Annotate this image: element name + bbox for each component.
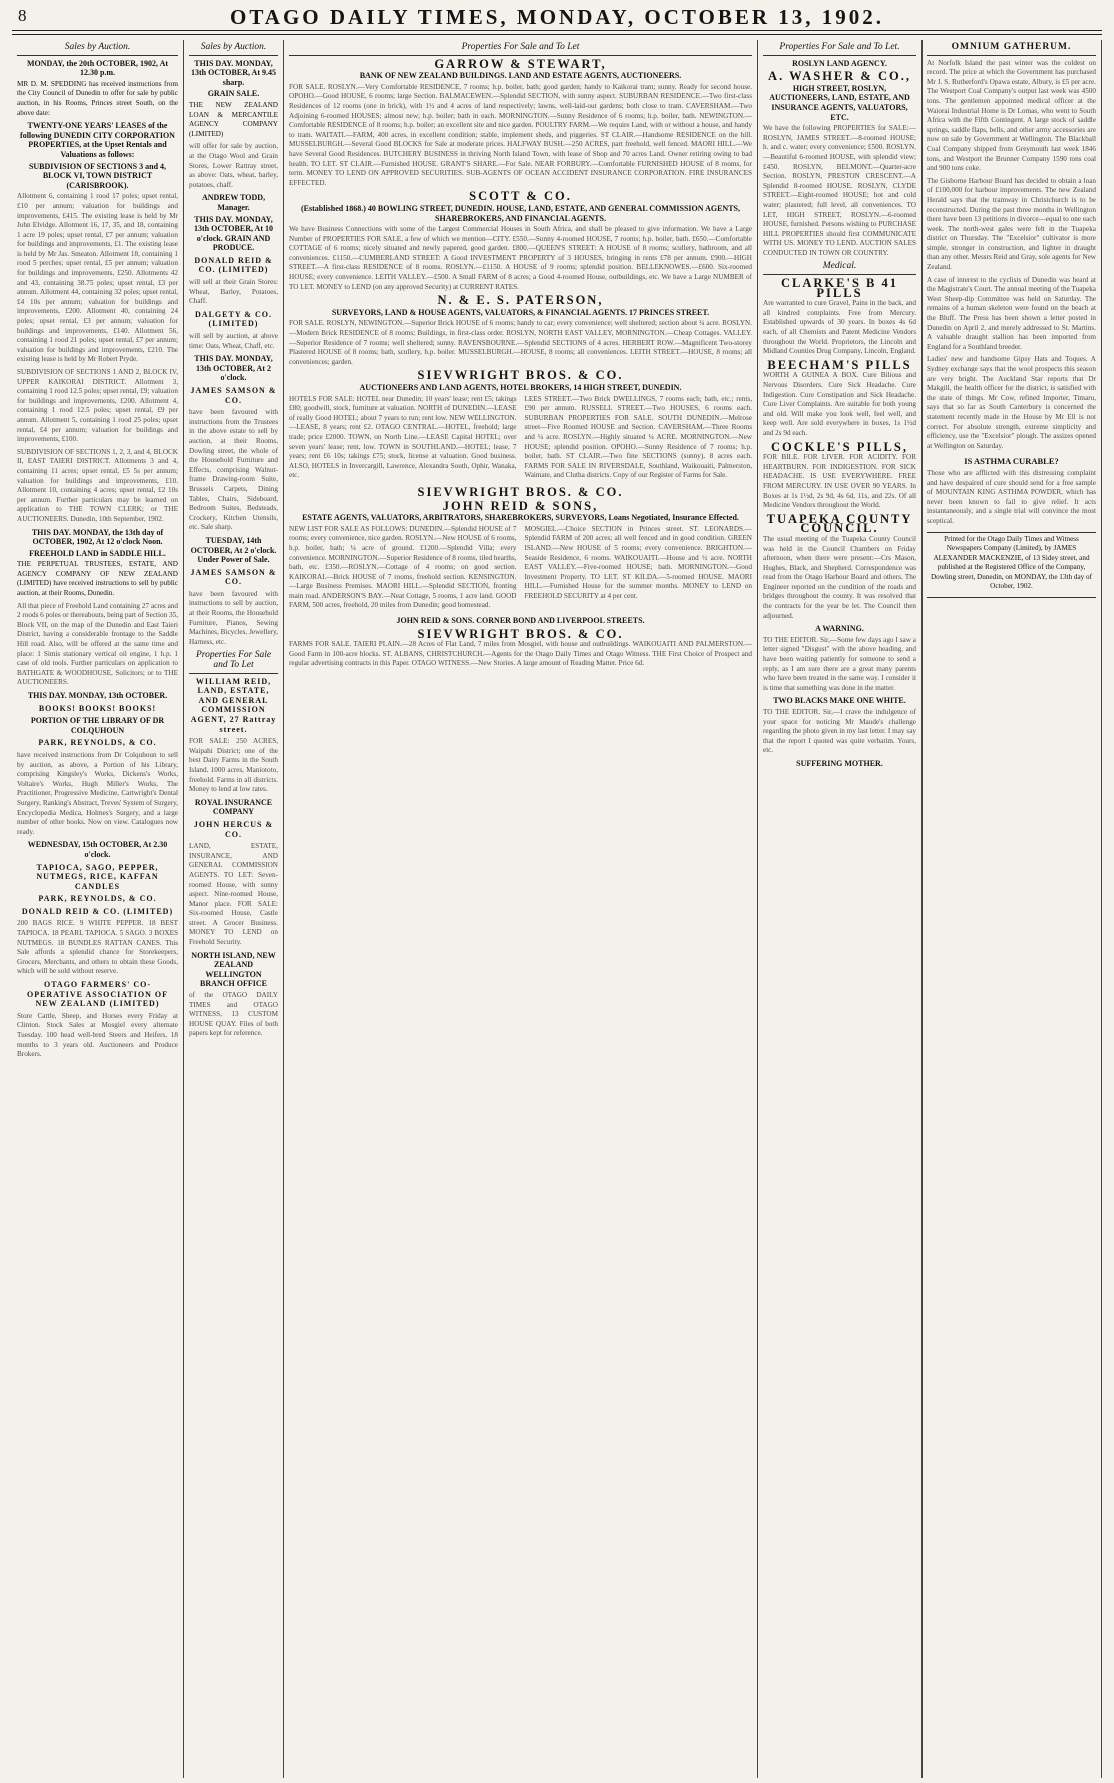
ad-sievwright-title-2: SIEVWRIGHT BROS. & CO. (417, 484, 624, 499)
ad-trustees: THE PERPETUAL TRUSTEES, ESTATE, AND AGENCY COMPANY OF NEW ZEALAND (LIMITED) have received instructions to sell by public auction, at their Rooms, Dunedin. (17, 560, 178, 598)
spacer (758, 40, 759, 1778)
section-heading: Properties For Sale and To Let (189, 650, 278, 673)
ad-paterson-sub: SURVEYORS, LAND & HOUSE AGENTS, VALUATORS, & FINANCIAL AGENTS. 17 PRINCES STREET. (331, 307, 710, 317)
ad-donald: DONALD REID & CO. (LIMITED) (21, 906, 174, 916)
ad-sievwright-title: SIEVWRIGHT BROS. & CO. (417, 368, 624, 383)
ad-scott-sub: (Established 1868.) 40 BOWLING STREET, DUNEDIN. HOUSE, LAND, ESTATE, AND GENERAL COMMISSION AGENTS, SHAREBROKERS, AND FINANCIAL AGENTS. (301, 203, 740, 223)
filler-text: will sell by auction, at above time: Oats, Wheat, Chaff, etc. (189, 332, 278, 350)
column-properties-1 (284, 40, 758, 1778)
ad-date: THIS DAY. MONDAY, 13th OCTOBER, At 10 o'clock. GRAIN AND PRODUCE. (194, 214, 273, 253)
filler-text: 200 BAGS RICE. 9 WHITE PEPPER. 18 BEST TAPIOCA. 18 PEARL TAPIOCA. 5 SAGO. 3 BOXES NUTMEGS. 18 BUNDLES RATTAN CANES. This Sale affords a splendid chance for Storekeepers, Grocers, Merchants, and others to obtain these Goods, which will be sold without reserve. (17, 919, 178, 976)
ad-johnreid-addr: JOHN REID & SONS. CORNER BOND AND LIVERPOOL STREETS. (396, 616, 645, 626)
ad-johnreid-sub: ESTATE AGENTS, VALUATORS, ARBITRATORS, SHAREBROKERS, SURVEYORS, Loans Negotiated, Insurance Effected. (302, 513, 739, 523)
filler-text: Those who are afflicted with this distressing complaint and have despaired of cure should send for a free sample of MOUNTAIN KING ASTHMA POWDER, which has never been known to fail to give relief. It acts instantaneously, and a single trial will convince the most sceptical. (927, 468, 1096, 525)
sievwright-listings (289, 395, 752, 484)
ad-clarke-title: CLARKE'S B 41 PILLS (781, 276, 898, 300)
ad-park-2: PARK, REYNOLDS, & CO. (38, 894, 157, 904)
ad-samson-2: JAMES SAMSON & CO. (190, 567, 277, 587)
ad-nz-loan: THE NEW ZEALAND LOAN & MERCANTILE AGENCY COMPANY (LIMITED) (189, 100, 278, 138)
imprint-box (927, 532, 1096, 599)
filler-text: WORTH A GUINEA A BOX. Cure Bilious and Nervous Disorders. Cure Sick Headache. Cure Indigestion. Cure Constipation and Sick Headache. Cure Liver Complaints. Are suitable for both young and old. Will make you look well, feel well, and keep well. Are sold everywhere in boxes, 1s 1½d and 2s 9d each. (763, 371, 916, 437)
filler-text: We have the following PROPERTIES for SALE:— ROSLYN, JAMES STREET.—8-roomed HOUSE; h. and c. water; every convenience; £500. ROSLYN.—Beautiful 6-roomed HOUSE, with splendid view; £450. ROSLYN, BELMONT.—Quarter-acre Section. ROSLYN, PRESTON CRESCENT.—A Splendid 8-roomed HOUSE. ROSLYN, CLYDE STREET.—Eight-roomed HOUSE; hot and cold water; plastered; full level, all conveniences. TO LET, HIGH STREET, ROSLYN.—6-roomed HOUSE, furnished. Persons wishing to PURCHASE HILL PROPERTIES should first COMMUNICATE WITH US. MONEY TO LEND. AUCTION SALES CONDUCTED IN TOWN OR COUNTRY. (763, 124, 916, 257)
johnreid-listings (289, 525, 752, 614)
ad-freehold: FREEHOLD LAND in SADDLE HILL. (29, 548, 166, 558)
ad-johnreid-title: JOHN REID & SONS, (442, 498, 599, 513)
ad-royal: ROYAL INSURANCE COMPANY (194, 797, 273, 817)
ad-paterson-title: N. & E. S. PATERSON, (437, 293, 604, 308)
ad-william: WILLIAM REID, LAND, ESTATE, AND GENERAL COMMISSION AGENT, 27 Rattray street. (190, 676, 277, 734)
ad-garrow-sub: BANK OF NEW ZEALAND BUILDINGS. LAND AND ESTATE AGENTS, AUCTIONEERS. (359, 71, 682, 81)
header-rule-2 (12, 34, 1102, 35)
filler-text: Store Cattle, Sheep, and Horses every Friday at Clinton. Stock Sales at Mosgiel every alternate Tuesday. 100 head well-bred Steers and Heifers, 18 months to 3 years old. Auctioneers and Produce Brokers. (17, 1011, 178, 1059)
ad-farmers: OTAGO FARMERS' CO-OPERATIVE ASSOCIATION OF NEW ZEALAND (LIMITED) (26, 980, 169, 1009)
ad-andrew: ANDREW TODD, Manager. (201, 193, 266, 212)
section-heading: OMNIUM GATHERUM. (927, 42, 1096, 56)
filler-text: LAND, ESTATE, INSURANCE, AND GENERAL COMMISSION AGENTS. TO LET: Seven-roomed House, with sunny aspect. Nine-roomed House, Manor place. FOR SALE: Six-roomed House, Castle street. A Grocer Business. MONEY TO LEND on Freehold Security. (189, 842, 278, 947)
filler-text: We have Business Connections with some of the Largest Commercial Houses in South Africa, and shall be pleased to give information. We have a Large Number of PROPERTIES FOR SALE, a few of which we mention—CITY. £550.—Sunny 4-roomed HOUSE, 7 rooms; h.p. boiler, bath. £650.—Comfortable COTTAGE of 6 rooms; nicely situated and newly papered, good garden. £800.—QUEEN'S STREET: A HOUSE of 8 rooms; scullery, bathroom, and all conveniences. £1150.—CUMBERLAND STREET: A Good INVESTMENT PROPERTY of 3 HOUSES, bringing in rents £78 per annum. £900.—HIGH STREET.—A first-class RESIDENCE of 8 rooms. ROSLYN.—£1150. A HOUSE of 9 rooms; splendid position. BELLEKNOWES.—£600. Six-roomed HOUSE; every convenience. LEITH VALLEY.—£500. A Small FARM of 8 acres; a Good 4-roomed House, outbuildings, etc. We have a Large NUMBER of TO LET. MONEY to LEND (on any approved Security) at CURRENT RATES. (289, 225, 752, 291)
ad-park: PARK, REYNOLDS, & CO. (38, 738, 157, 748)
section-heading: Properties For Sale and To Let. (763, 42, 916, 56)
filler-text: The Gisborne Harbour Board has decided to obtain a loan of £100,000 for harbour improvements. The new Zealand Herald says that the tramway in Christchurch is to be reconstructed. During the past three months in Wellington there have been 13 petitions in divorce—equal to one each week. The north-west gales were felt in the Tuapeka district on Thursday. The "Excelsior" cultivator is more simple, stronger in construction, and lighter in draught than any other. Messrs Reid and Gray, sole agents for New Zealand. (927, 176, 1096, 272)
filler-text: At Norfolk Island the past winter was the coldest on record. The price at which the Government has purchased Mr J. S. Rutherford's Opawa estate, Albury, is £5 per acre. The Westport Coal Company's output last week was 4500 tons. The gentlemen appointed medical officer at the Waiorai Industrial Home is Dr Lomas, who went to South Africa with the Fifth Contingent. A large stock of saddle springs, saddle flaps, bells, and other army accessories are now on sale by Government at Wellington. The Blackball Coal Company shipped from Greymouth last week 1846 tons, and Westport the Brunner Company 1590 tons coal and 900 tons coke. (927, 58, 1096, 173)
ad-washer-sub: HIGH STREET, ROSLYN, AUCTIONEERS, LAND, ESTATE, AND INSURANCE AGENTS, VALUATORS, ETC. (769, 83, 910, 122)
letter-signature: SUFFERING MOTHER. (796, 758, 883, 768)
ad-subdivision: SUBDIVISION OF SECTIONS 3 and 4, BLOCK VI, TOWN DISTRICT (CARISBROOK). (28, 161, 167, 190)
filler-text: TO THE EDITOR. Sir,—Some few days ago I saw a letter signed "Disgust" with the above heading, and have been waiting patiently for someone to send a reply, as I am sure there are a great many parents who have been treated in the same way. I consider it is time that something was done in the matter. (763, 635, 916, 692)
ad-date: THIS DAY. MONDAY, 13th OCTOBER. (27, 691, 168, 700)
header-rule (12, 30, 1102, 31)
asthma-heading: IS ASTHMA CURABLE? (964, 456, 1059, 467)
ad-hercus: JOHN HERCUS & CO. (193, 819, 274, 839)
filler-text: have been favoured with instructions to sell by auction, at their Rooms, the Household Furniture, Pianos, Sewing Machines, Bicycles, Jewellery, Harness, etc. (189, 589, 278, 646)
sale-date: MONDAY, the 20th OCTOBER, 1902, At 12.30 p.m. (26, 58, 169, 78)
ad-roslyn: ROSLYN LAND AGENCY. (792, 58, 887, 68)
masthead (0, 0, 1114, 30)
ad-beecham-title: BEECHAM'S PILLS (767, 357, 912, 372)
filler-text: have received instructions from Dr Colquhoun to sell by auction, as above, a Portion of his Library, comprising Kingsley's Works, Dickens's Works, Voltaire's Works, Hugh Miller's Works, The Practitioner, Progressive Medicine, Cartwright's Dental Surgery, Ranking's Abstract, Treves' System of Surgery, Encyclopedia Medica, Holmes's Surgery, and a large number of other books. Now on view. Catalogues now ready. (17, 750, 178, 836)
filler-text: HOTELS FOR SALE: HOTEL near Dunedin; 10 years' lease; rent £5; takings £80; goodwill, stock, furniture at valuation. NORTH of DUNEDIN.—LEASE of really Good HOTEL; about 7 years to run; rent low. NEW WELLINGTON.—LEASE, 8 years; rent £2. OTAGO CENTRAL.—HOTEL, freehold; large trade; price £2000. TOWN, on North Line.—LEASE Capital HOTEL; over seven years' lease; rent, low. TOWN in SOUTHLAND.—HOTEL; lease, 7 years; rent £6 10s; takings £75; stock, license at valuation. Good business. ALSO, HOTELS in Invercargill, Lawrence, Alexandra South, Ophir, Wanaka, etc. (289, 394, 517, 480)
ad-lot: TWENTY-ONE YEARS' LEASES of the following DUNEDIN CITY CORPORATION PROPERTIES, at the Upset Rentals and Valuations as follows: (20, 121, 175, 159)
column-omnium-gatherum (922, 40, 1102, 1778)
section-heading: Properties For Sale and To Let (289, 42, 752, 56)
filler-text: Allotment 6, containing 1 rood 17 poles; upset rental, £10 per annum; valuation for buildings and improvements, £415. The existing lease is held by Mr John Elvidge. Allotment 16, 17, 35, and 18, containing 1 acre 19 poles; upset rental, £7 per annum; valuation for buildings and improvements, £1. The existing lease is held by Mr Jas. Smeaton. Allotment 18, containing 1 rood 5 perches; upset rental, £5 per annum; valuation for buildings and improvements, £250. Allotments 42 and 43, containing 38.75 poles; upset rental, £3 per annum. Allotment 44, containing 32 poles; upset rental, £4 10s per annum; valuation for buildings and improvements, £200. Allotment 40, containing 24 poles; upset rental, £3 per annum; valuation for buildings and improvements, £140. Allotment 56, containing 1 rood 21 poles; upset rental, £7 per annum; valuation for buildings and improvements, £210. The existing lease is held by Mr Robert Pryde. (17, 192, 178, 364)
letter-two-blacks-title: TWO BLACKS MAKE ONE WHITE. (773, 696, 906, 706)
letter-warning-title: A WARNING. (815, 624, 864, 634)
ad-dalgety: DALGETY & CO. (LIMITED) (195, 309, 272, 329)
filler-text: The usual meeting of the Tuapeka County Council was held in the Council Chambers on Friday afternoon, when there were present:—Crs Mason, Hughes, Black, and Shepherd. Correspondence was read from the Otago Harbour Board and others. The Engineer reported on the condition of the roads and bridges throughout the county. It was resolved that the contracts for the year be let. The Council then adjourned. (763, 534, 916, 620)
filler-text: FARMS FOR SALE. TAIERI PLAIN.—28 Acres of Flat Land, 7 miles from Mosgiel, with house and outbuildings. WAIKOUAITI AND PALMERSTON.—Good Farm in 100-acre blocks. ST. ALBANS, CHRISTCHURCH.—Agents for the Otago Daily Times and Otago Witness. THE First Choice of Prospect and regular advertising contracts in this Paper. OTAGO WITNESS.—New Stories. A large amount of Reading Matter. Price 6d. (289, 640, 752, 668)
ad-date: WEDNESDAY, 15th OCTOBER, At 2.30 o'clock. (27, 840, 168, 859)
ad-sievwright-sub: AUCTIONEERS AND LAND AGENTS, HOTEL BROKERS, 14 HIGH STREET, DUNEDIN. (359, 383, 682, 392)
ad-date: THIS DAY. MONDAY, the 13th day of OCTOBER, 1902, At 12 o'clock Noon. (31, 527, 164, 547)
ad-books: BOOKS! BOOKS! BOOKS! (38, 703, 157, 713)
ad-library: PORTION OF THE LIBRARY OF DR COLQUHOUN (30, 716, 165, 735)
ad-tapioca: TAPIOCA, SAGO, PEPPER, NUTMEGS, RICE, KAFFAN CANDLES (36, 862, 159, 891)
ad-samson: JAMES SAMSON & CO. (190, 386, 277, 405)
section-heading-medical: Medical. (763, 261, 916, 275)
ad-text: MR D. M. SPEDDING has received instructions from the City Council of Dunedin to offer for sale by public auction, in his Rooms, Princes street South, on the above date: (17, 79, 178, 117)
ad-donald: DONALD REID & CO. (LIMITED) (194, 255, 273, 275)
column-properties-2 (758, 40, 922, 1778)
ad-date: THIS DAY. MONDAY, 13th OCTOBER, At 9.45 sharp. (191, 58, 276, 87)
ad-north: NORTH ISLAND, NEW ZEALAND WELLINGTON BRANCH OFFICE (191, 950, 276, 989)
ad-sievwright-title-3: SIEVWRIGHT BROS. & CO. (417, 626, 624, 641)
filler-text: have been favoured with instructions from the Trustees in the above estate to sell by auction, at their Rooms, Dowling street, the whole of the Household Furniture and Effects, comprising Walnut-frame Drawing-room Suite, Brussels Carpets, Dining Tables, Chairs, Sideboard, Bedroom Suites, Bedsteads, Crockery, Kitchen Utensils, etc. Sale sharp. (189, 408, 278, 532)
section-heading: Sales by Auction. (189, 42, 278, 56)
filler-text: FOR SALE. ROSLYN.—Very Comfortable RESIDENCE, 7 rooms; h.p. boiler, bath; good garden; handy to Kaikorai tram; sunny. Ready for second house. OPOHO.—Good HOUSE, 6 rooms; large Section. BALMACEWEN.—Splendid SECTION, with sunny aspect. SUBURBAN RESIDENCE.—Two first-class Residences of 12 rooms (one in brick), with 1½ and 4 acres of land respectively; lawns, well-laid-out gardens; both close to tram. CAVERSHAM.—Two Adjoining 6-roomed HOUSES; almost new; h.p. boiler; bath in each. MORNINGTON.—Sunny Residence of 6 rooms; h.p. boiler, bath. NEWINGTON.—Comfortable RESIDENCE of 8 rooms; h.p. boiler; an excellent site and nice garden. POULTRY FARM.—We require Land, with or without a house, and handy to tram. WAITATI.—FARM, 400 acres, in excellent condition; stable, implement sheds, and piggeries. ST CLAIR.—Handsome RESIDENCE on the hill. MUSSELBURGH.—Several Good BLOCKS for Sale at moderate prices. HALFWAY BUSH.—250 ACRES, part freehold, well fenced. MAORI HILL.—We have Several Good Residences. BUTCHERY BUSINESS in thriving North Island Town, with lease of Shop and 70 acres Land. Owner retiring owing to bad health. TO LET. ST CLAIR.—Furnished HOUSE. GRANT'S SHARE.—For Sale. NEAR FORBURY.—Comfortable FURNISHED HOUSE of 8 rooms, for term. MONEY TO LEND ON APPROVED SECURITIES. SUB-AGENTS OF OCEAN ACCIDENT INSURANCE CORPORATION. FIRE INSURANCES EFFECTED. (289, 82, 752, 187)
ad-garrow-title: GARROW & STEWART, (434, 56, 607, 71)
filler-text: Ladies' new and handsome Gipsy Hats and Toques. A Sydney exchange says that the wool prospects this season are very bright. The Auckland Star reports that Dr Makgill, the health officer for the district, is satisfied with the state of things. Mr Cow, refined Importer, Timaru, says that so far as South Canterbury is concerned the statement recently made in the House by Mr Ell is not correct. For absolute strength, extreme simplicity and efficiency, use the "Excelsior" plough. The assizes opened at Wellington on Saturday. (927, 355, 1096, 450)
filler-text: NEW LIST FOR SALE AS FOLLOWS: DUNEDIN.—Splendid HOUSE of 7 rooms; every convenience, nice garden. ROSLYN.—New HOUSE of 6 rooms, h.p. boiler, bath; ¼ acre of ground. £1200.—Splendid Villa; every convenience. MORNINGTON.—Superior Residence of 8 rooms, tiled hearths, bath, etc. £350.—ROSLYN.—Cottage of 4 rooms; on good section. KAIKORAI.—Brick HOUSE of 7 rooms, freehold section. KENSINGTON.—Large Business Premises. MAORI HILL.—Splendid SECTION, fronting main road. ANDERSON'S BAY.—Neat Cottage, 5 rooms, 1 acre land. GOOD FARM, 500 acres, freehold, 20 miles from Dunedin; good homestead. (289, 524, 517, 610)
ad-grain: GRAIN SALE. (207, 89, 260, 99)
ad-scott-title: SCOTT & CO. (469, 189, 572, 204)
filler-text: will sell at their Grain Stores: Wheat, Barley, Potatoes, Chaff. (189, 278, 278, 306)
section-heading: Sales by Auction. (17, 42, 178, 56)
printer-imprint: Printed for the Otago Daily Times and Witness Newspapers Company (Limited), by JAMES ALEXANDER MACKENZIE, of 13 Sidey street, and published at the Registered Office of the Company, Dowling street, Dunedin, on MONDAY, the 13th day of October, 1902. (930, 534, 1093, 591)
ad-washer-title: A. WASHER & CO., (768, 69, 911, 84)
filler-text: All that piece of Freehold Land containing 27 acres and 2 roods 6 poles or thereabouts, being part of Section 35, Block VII, on the map of the Dunedin and East Taieri District, having a considerable frontage to the Saddle Hill road. Also, will be offered at the same time and place: 1 Simis stationary vertical oil engine, 1 h.p. 1 case of old tools. Further particulars on application to BATHGATE & WOODHOUSE, Solicitors; or to THE AUCTIONEERS. (17, 601, 178, 687)
filler-text: of the OTAGO DAILY TIMES and OTAGO WITNESS, 13 CUSTOM HOUSE QUAY. Files of both papers kept for reference. (189, 991, 278, 1038)
column-sales-by-auction-2 (184, 40, 284, 1778)
filler-text: Are warranted to cure Gravel, Pains in the back, and all kindred complaints. Free from Mercury. Established upwards of 30 years. In boxes 4s 6d each, of all Chemists and Patent Medicine Vendors throughout the World. Proprietors, the Lincoln and Midland Counties Drug Company, Lincoln, England. (763, 299, 916, 356)
filler-text: FOR SALE: 250 ACRES, Waipahi District; one of the best Dairy Farms in the South Island. 1000 acres, Maniototo, freehold. Farms in all districts. Money to lend at low rates. (189, 737, 278, 794)
page-number: 8 (18, 6, 27, 25)
column-sales-by-auction-1 (12, 40, 184, 1778)
filler-text: SUBDIVISION OF SECTIONS 1, 2, 3, and 4, BLOCK II, EAST TAIERI DISTRICT. Allotments 3 and 4, containing 11 acres; upset rental, £5 5s per annum; valuation for buildings and improvements, £10. Allotment 10, containing 4 acres; upset rental, £2 10s per annum. Further particulars may be learned on application to THE TOWN CLERK; or THE AUCTIONEERS. Dunedin, 10th September, 1902. (17, 447, 178, 523)
filler-text: TO THE EDITOR. Sir,—I crave the indulgence of your space for noticing Mr Maude's challenge regarding the photo given in my last letter. I may say that the report I quoted was quite verbatim. Yours, etc. (763, 708, 916, 755)
newspaper-title: OTAGO DAILY TIMES, MONDAY, OCTOBER 13, 1902. (230, 5, 884, 29)
filler-text: A case of interest to the cyclists of Dunedin was heard at the Magistrate's Court. The annual meeting of the Tuapeka West Sheep-dip Committee was held on Saturday. The remains of a human skeleton were found on the beach at the Bluff. The Press has been shown a letter posted in Dunedin on April 2, and merely addressed to St. Martins. A valuable draught stallion has been imported from England for a Southland breeder. (927, 275, 1096, 351)
filler-text: FOR SALE. ROSLYN, NEWINGTON.—Superior Brick HOUSE of 6 rooms; handy to car; every convenience; well sheltered; section about ¼ acre. ROSLYN.—Modern Brick RESIDENCE of 8 rooms; Buildings, in first-class order. ROSLYN, NORTH EAST VALLEY, MORNINGTON.—Cheap Cottages. VALLEY.—Superior Residence of 7 rooms; well sheltered; sunny. RAVENSBOURNE.—Splendid SECTIONS of 4 acres. HERBERT ROW.—Magnificent Two-storey Plastered HOUSE of 8 rooms; bath, scullery, h.p. boiler. MUSSELBURGH.—HOUSE, 8 rooms; all conveniences. LEITH STREET.—HOUSE, 8 rooms; all conveniences; garden. (289, 319, 752, 366)
filler-text: will offer for sale by auction, at the Otago Wool and Grain Stores, Lower Rattray street, as above: Oats, wheat, barley, potatoes, chaff. (189, 142, 278, 189)
filler-text: FOR BILE. FOR LIVER. FOR ACIDITY. FOR HEARTBURN. FOR INDIGESTION. FOR SICK HEADACHE. IS USE EVERYWHERE. FREE FROM MERCURY. IN USE OVER 90 YEARS. In Boxes at 1s 1½d, 2s 9d, 4s 6d, 11s, and 22s. Of all Medicine Vendors throughout the World. (763, 453, 916, 510)
filler-text: MOSGIEL.—Choice SECTION in Princes street. ST. LEONARDS.—Splendid FARM of 200 acres; all well fenced and in good condition. GREEN ISLAND.—New HOUSE of 5 rooms; every convenience. BRIGHTON.—Seaside Residence, 6 rooms. WAIKOUAITI.—House and ½ acre. NORTH EAST VALLEY.—Five-roomed HOUSE; bath. MORNINGTON.—Good Investment Property. TO LET. ST KILDA.—5-roomed HOUSE. MAORI HILL.—Furnished House for the summer months. MONEY to LEND on FREEHOLD SECURITY at 4 per cent. (524, 524, 752, 600)
filler-text: LEES STREET.—Two Brick DWELLINGS, 7 rooms each; bath, etc.; rents, £90 per annum. RUSSELL STREET.—Two HOUSES, 6 rooms each. SUBURBAN PROPERTIES FOR SALE. SOUTH DUNEDIN.—Melrose street—Five Roomed HOUSE and Section. CAVERSHAM.—Three Rooms and ¼ acre. ROSLYN.—Highly situated ¼ ACRE. MORNINGTON.—New HOUSE; splendid position. OPOHO.—Sunny Residence of 7 rooms; h.p. boiler, bath. ST CLAIR.—Two fine SECTIONS (sunny), 8 acres each. FARMS FOR SALE IN RIVERSDALE, Southland, Waikouaiti, Palmerston, Waimate, and Clutha districts. Copy of our Register of Farms for Sale. (524, 394, 752, 480)
ad-cockle-title: COCKLE'S PILLS, (771, 439, 908, 454)
ad-date: TUESDAY, 14th OCTOBER, At 2 o'clock. Under Power of Sale. (190, 535, 277, 565)
council-title: TUAPEKA COUNTY COUNCIL. (766, 511, 913, 536)
ad-date: THIS DAY. MONDAY, 13th OCTOBER, At 2 o'clock. (194, 354, 273, 383)
filler-text: SUBDIVISION OF SECTIONS 1 AND 2, BLOCK IV, UPPER KAIKORAI DISTRICT. Allotment 3, containing 1 rood 12.5 poles; upset rental, £9; valuation for buildings and improvements, £200. Allotment 4, containing 1 rood 12.5 poles; upset rental, £9 per annum. Allotment 5, containing 1 rood 25 poles; upset rental, £4 per annum; valuation for buildings and improvements, £100. (17, 368, 178, 444)
